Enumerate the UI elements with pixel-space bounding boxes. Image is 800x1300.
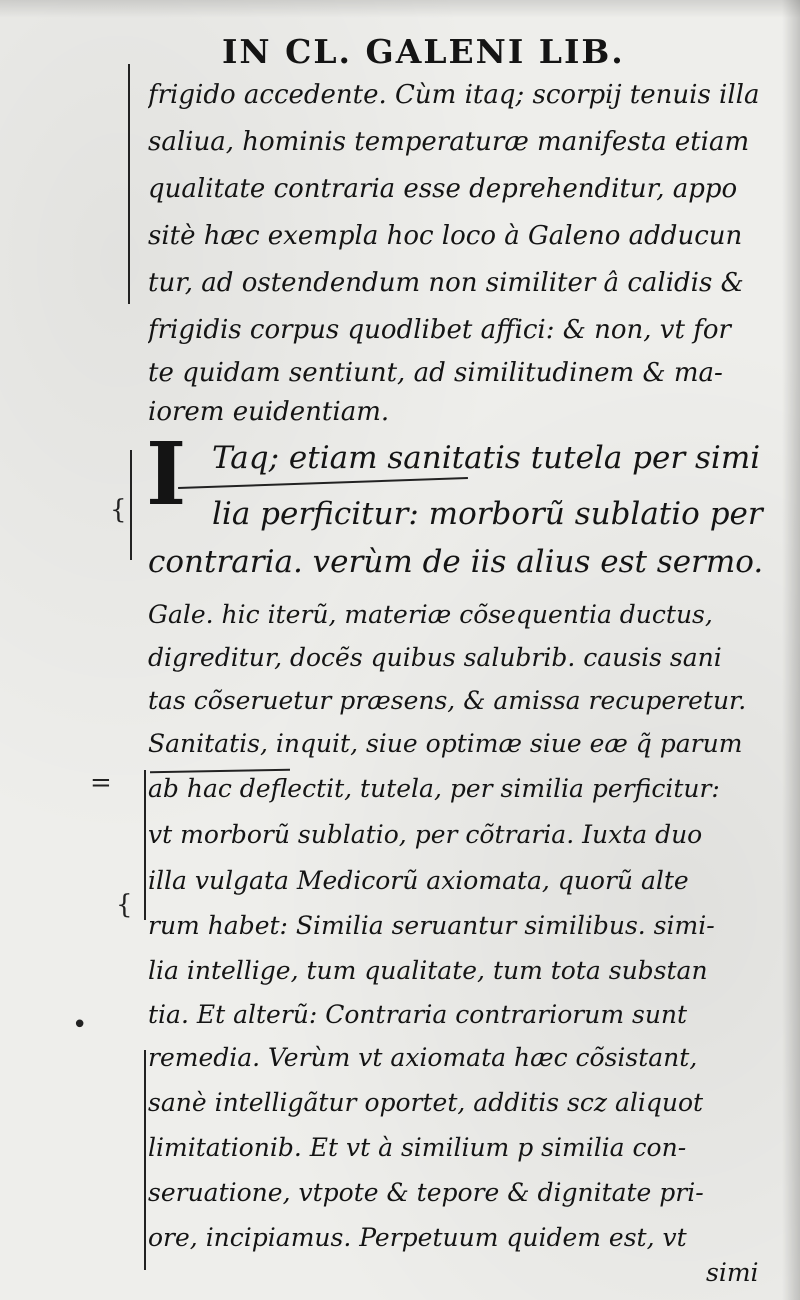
text-line: frigido accedente. Cùm itaq; scorpij tenuis illa — [148, 80, 760, 110]
text-line: sitè hæc exempla hoc loco à Galeno adducun — [148, 221, 743, 251]
text-line: simi — [706, 1258, 759, 1287]
margin-mark-brace-2: { — [116, 890, 133, 920]
text-line: lia intellige, tum qualitate, tum tota substan — [148, 956, 708, 985]
drop-cap: I — [146, 424, 187, 525]
text-line: saliua, hominis temperaturæ manifesta etiam — [148, 127, 750, 157]
text-line: seruatione, vtpote & tepore & dignitate pri- — [148, 1178, 704, 1207]
text-line: Taq; etiam sanitatis tutela per simi — [212, 440, 761, 476]
text-line: ab hac deflectit, tutela, per similia perficitur: — [148, 774, 720, 803]
margin-rule-3 — [144, 770, 146, 920]
text-line: limitationib. Et vt à similium p similia con- — [148, 1133, 687, 1162]
text-line: Sanitatis, inquit, siue optimæ siue eæ q̃ parum — [148, 729, 743, 758]
text-line: remedia. Verùm vt axiomata hæc cõsistant, — [148, 1043, 698, 1072]
text-line: digreditur, docẽs quibus salubrib. causis sani — [148, 643, 722, 672]
text-line: vt morborũ sublatio, per cõtraria. Iuxta duo — [148, 820, 703, 849]
margin-rule-1 — [128, 64, 130, 304]
text-line: te quidam sentiunt, ad similitudinem & ma- — [148, 358, 723, 388]
text-line: frigidis corpus quodlibet affici: & non, vt for — [148, 315, 731, 345]
margin-mark-equals: = — [90, 768, 112, 798]
page-shadow-right — [782, 0, 800, 1300]
text-line: tas cõseruetur præsens, & amissa recuperetur. — [148, 686, 747, 715]
text-line: illa vulgata Medicorũ axiomata, quorũ alte — [148, 866, 689, 895]
text-line: lia perficitur: morborũ sublatio per — [212, 496, 763, 532]
text-line: rum habet: Similia seruantur similibus. simi- — [148, 911, 715, 940]
text-line: tur, ad ostendendum non similiter â calidis & — [148, 268, 744, 298]
text-line: qualitate contraria esse deprehenditur, appo — [148, 174, 738, 204]
text-line: iorem euidentiam. — [148, 397, 390, 427]
page-shadow-top — [0, 0, 800, 18]
running-head: IN CL. GALENI LIB. — [222, 32, 625, 71]
text-line: tia. Et alterũ: Contraria contrariorum sunt — [148, 1000, 688, 1029]
text-line: ore, incipiamus. Perpetuum quidem est, vt — [148, 1223, 687, 1252]
underline-stroke — [178, 477, 468, 489]
underline-stroke-2 — [150, 769, 290, 773]
margin-rule-2 — [130, 450, 132, 560]
text-line: Gale. hic iterũ, materiæ cõsequentia ductus, — [148, 600, 713, 629]
text-line: sanè intelligãtur oportet, additis scz aliquot — [148, 1088, 704, 1117]
margin-mark-dot: • — [72, 1010, 88, 1040]
margin-mark-brace-1: { — [110, 495, 127, 525]
text-line: contraria. verùm de iis alius est sermo. — [148, 544, 764, 580]
margin-rule-4 — [144, 1050, 146, 1270]
